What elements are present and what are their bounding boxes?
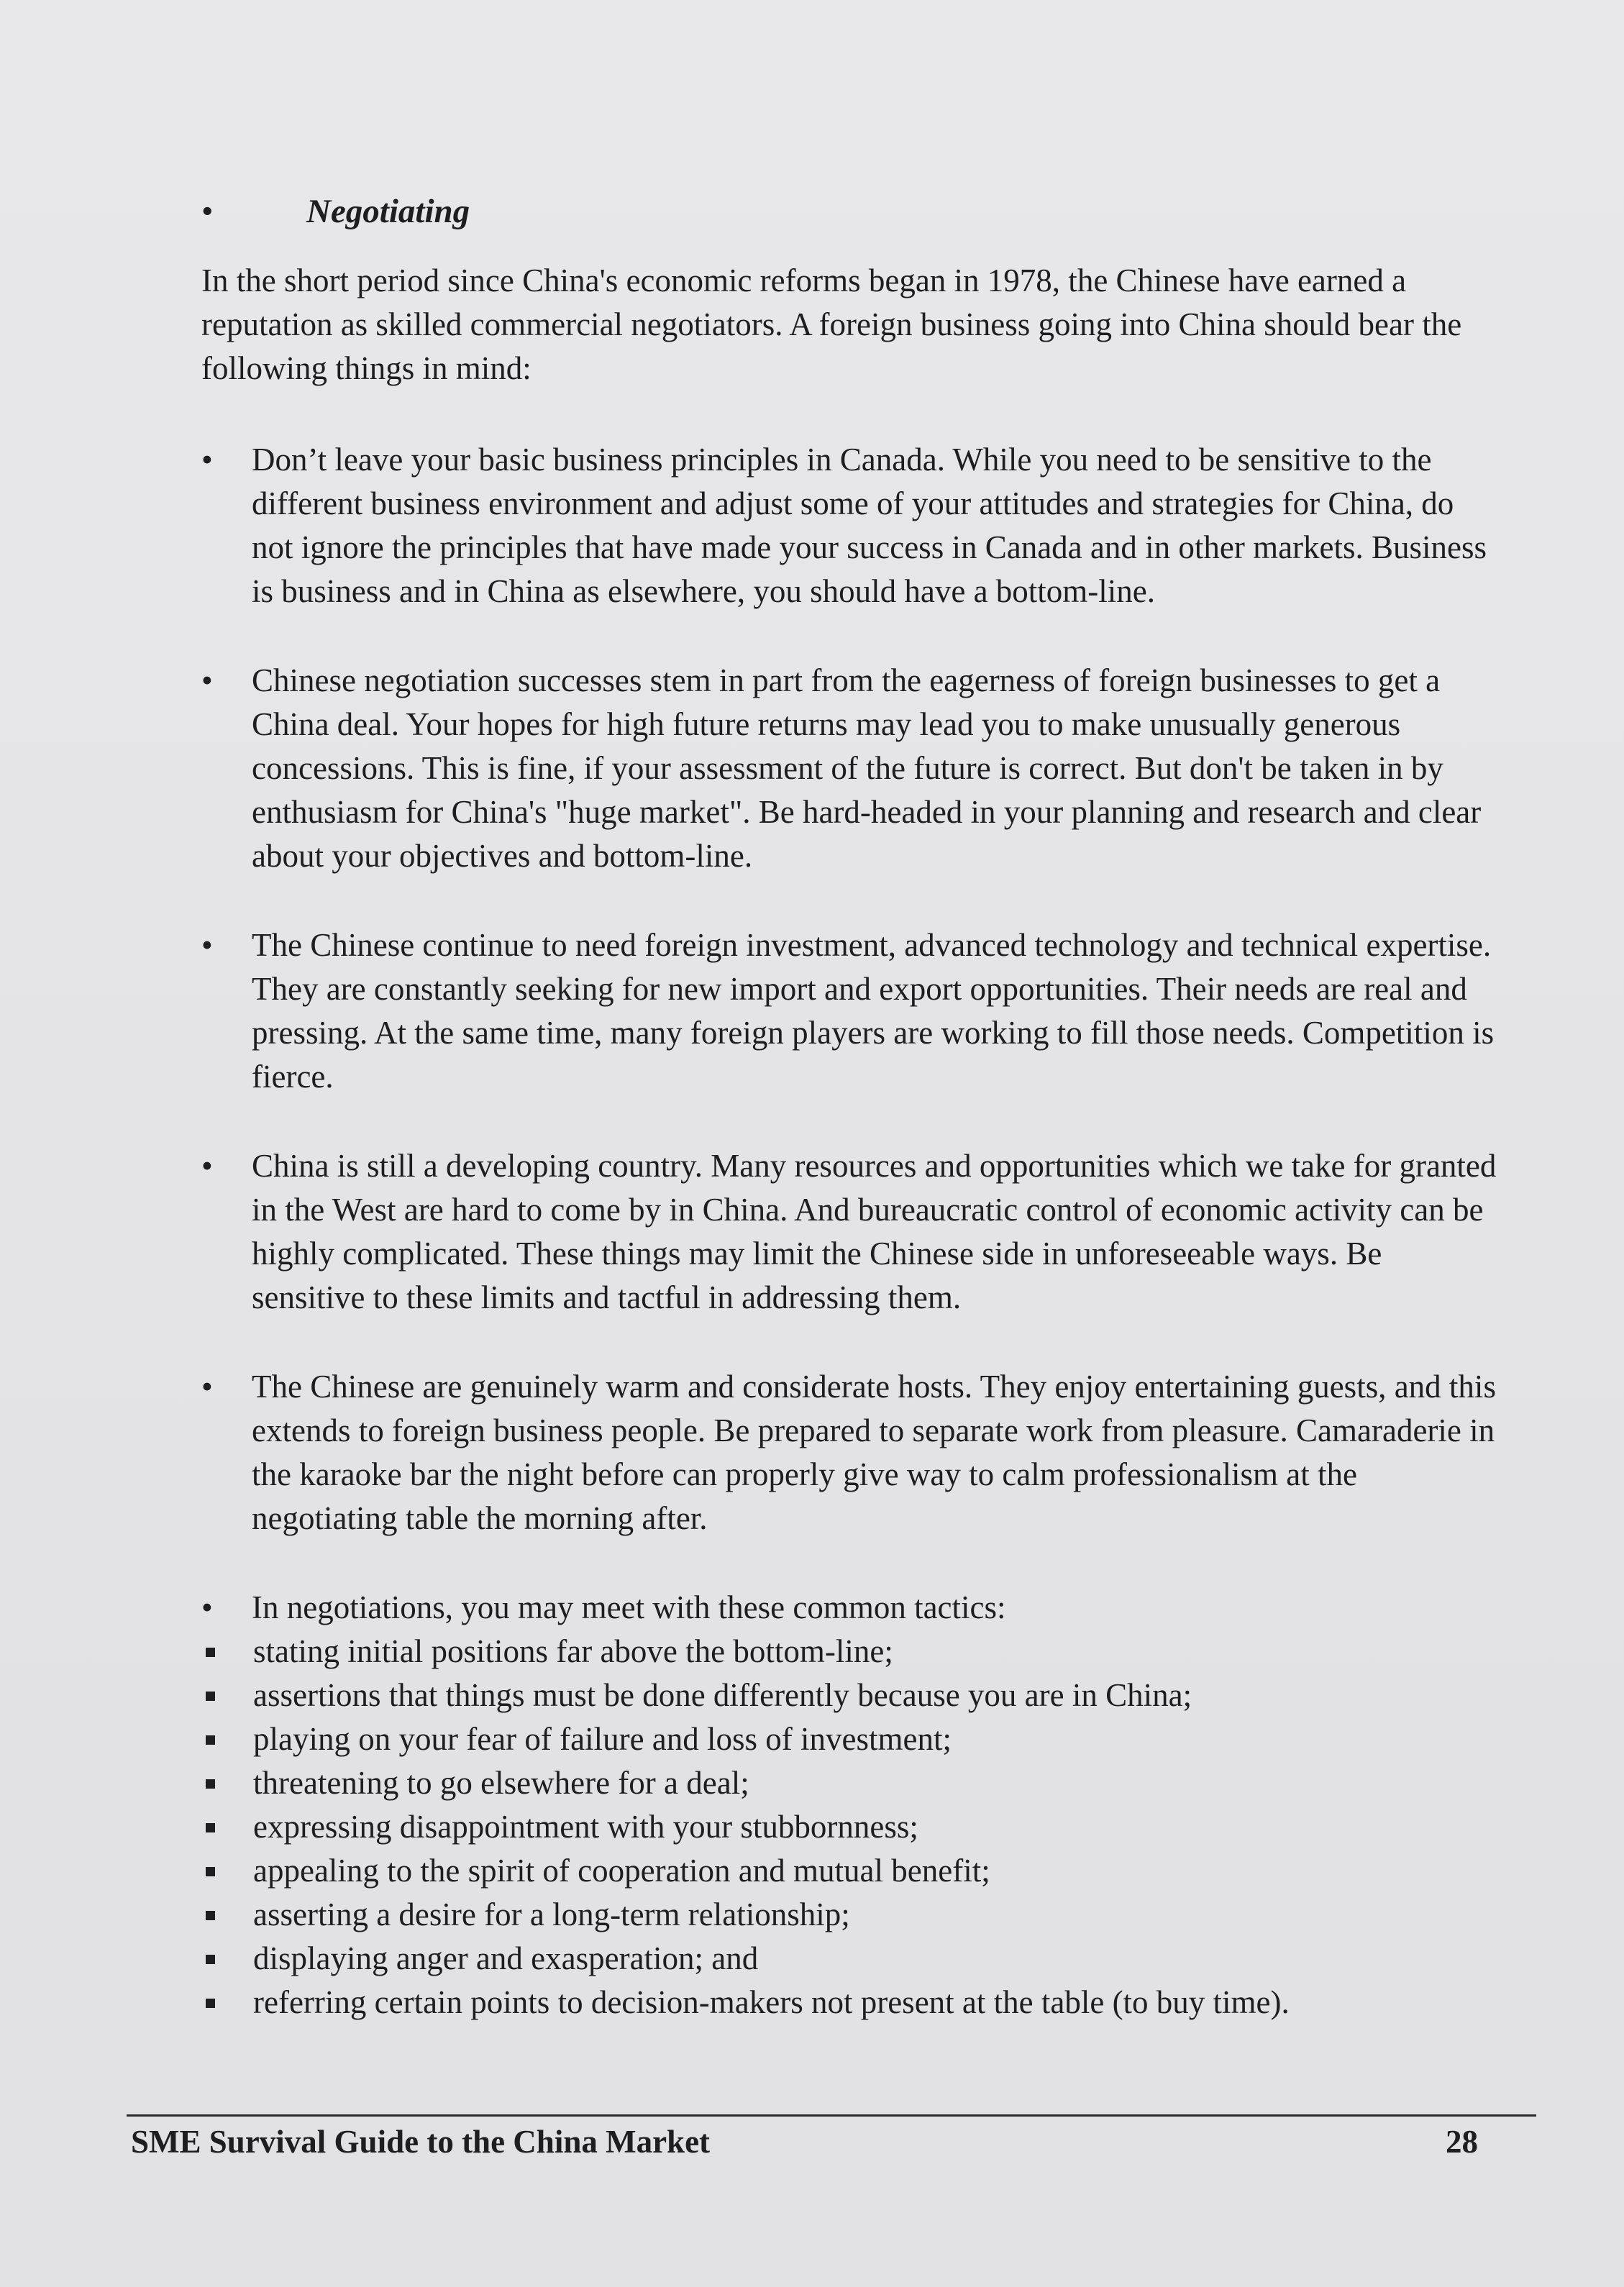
square-bullet-icon [206,1735,215,1745]
list-item: threatening to go elsewhere for a deal; [201,1761,1503,1805]
page-content [201,186,1503,2024]
square-bullet-icon [206,1779,215,1789]
list-item: appealing to the spirit of cooperation and mutual benefit; [201,1849,1503,1893]
bullet-text: China is still a developing country. Many resources and opportunities which we take for granted in the West are hard to come by in China. And bureaucratic control of economic activity can be highly complicated. These things may limit the Chinese side in unforeseeable ways. Be sensitive to these limits and tactful in addressing them. [252,1148,1497,1315]
page-number: 28 [1446,2124,1478,2160]
bullet-glyph: • [201,442,213,478]
bullet-glyph: • [201,927,213,963]
bullet-glyph: • [201,1148,213,1184]
bullet-glyph: • [201,1369,213,1405]
square-bullet-icon [206,1911,215,1920]
section-heading [201,186,1503,237]
bullet-principles [201,438,1503,613]
square-bullet-icon [206,1867,215,1876]
tactics-list [201,1630,1503,2024]
bullet-text: Chinese negotiation successes stem in part from the eagerness of foreign businesses to get a China deal. Your hopes for high future returns may lead you to make unusually generous concessions. This is fine, if your assessment of the future is correct. But don't be taken in by enthusiasm for China's "huge market". Be hard-headed in your planning and research and clear about your objectives and bottom-line. [252,662,1482,874]
heading-bullet: • [201,193,214,230]
bullet-eagerness [201,659,1503,878]
square-bullet-icon [206,1955,215,1964]
tactics-intro: In negotiations, you may meet with these common tactics: [252,1589,1006,1625]
bullet-glyph: • [201,662,213,698]
intro-paragraph: In the short period since China's economic reforms began in 1978, the Chinese have earned a reputation as skilled commercial negotiators. A foreign business going into China should bear the following things in mind: [201,263,1462,386]
bullet-competition [201,923,1503,1099]
square-bullet-icon [206,1999,215,2008]
bullet-developing-country [201,1144,1503,1320]
footer-title: SME Survival Guide to the China Market [131,2124,711,2160]
bullet-tactics [201,1586,1503,1630]
footer-divider [127,2114,1536,2117]
list-item: displaying anger and exasperation; and [201,1937,1503,1981]
list-item: expressing disappointment with your stubbornness; [201,1805,1503,1849]
list-item: referring certain points to decision-makers not present at the table (to buy time). [201,1981,1503,2024]
square-bullet-icon [206,1692,215,1701]
bullet-text: The Chinese are genuinely warm and considerate hosts. They enjoy entertaining guests, and this extends to foreign business people. Be prepared to separate work from pleasure. Camaraderie in the karaoke bar the night before can properly give way to calm professionalism at the negotiating table the morning after. [252,1369,1496,1536]
square-bullet-icon [206,1648,215,1657]
bullet-text: The Chinese continue to need foreign investment, advanced technology and technical expertise. They are constantly seeking for new import and export opportunities. Their needs are real and pressing. At the same time, many foreign players are working to fill those needs. Competition is fierce. [252,927,1495,1095]
list-item: stating initial positions far above the bottom-line; [201,1630,1503,1674]
bullet-text: Don’t leave your basic business principles in Canada. While you need to be sensitive to the different business environment and adjust some of your attitudes and strategies for China, do not ignore the principles that have made your success in Canada and in other markets. Business is business and in China as elsewhere, you should have a bottom-line. [252,442,1487,609]
list-item: asserting a desire for a long-term relationship; [201,1893,1503,1937]
bullet-hosts [201,1365,1503,1540]
list-item: playing on your fear of failure and loss of investment; [201,1717,1503,1761]
square-bullet-icon [206,1823,215,1832]
bullet-glyph: • [201,1589,213,1625]
section-title: Negotiating [306,193,470,230]
list-item: assertions that things must be done differently because you are in China; [201,1674,1503,1717]
